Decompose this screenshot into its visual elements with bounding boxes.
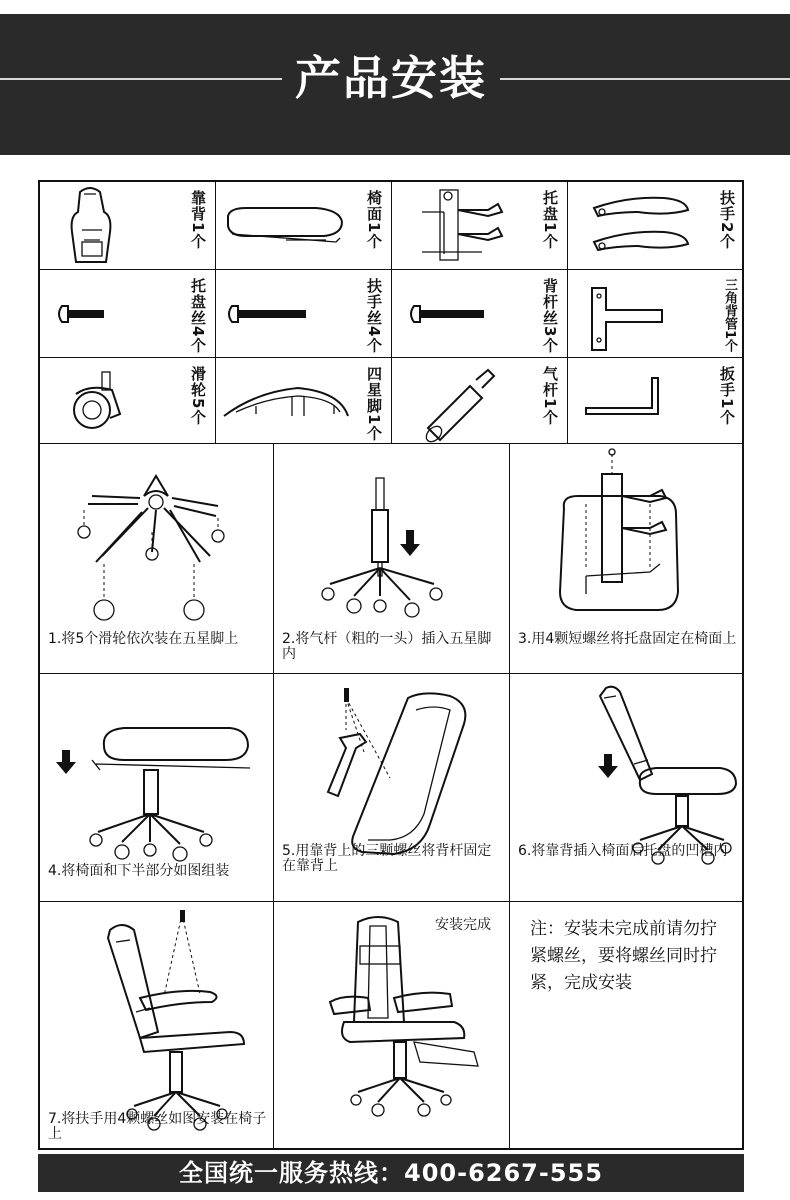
step-2-text: 2.将气杆（粗的一头）插入五星脚内 xyxy=(282,631,492,662)
part-label: 四星脚1个 xyxy=(365,366,383,442)
header-rule-right xyxy=(500,78,790,80)
completed-cell xyxy=(274,902,510,1150)
part-label: 气杆1个 xyxy=(541,366,559,426)
part-label: 靠背1个 xyxy=(189,190,207,250)
part-cell-seat xyxy=(216,182,392,270)
step-1-text: 1.将5个滑轮依次装在五星脚上 xyxy=(48,631,239,647)
completed-label: 安装完成 xyxy=(435,917,491,933)
installation-note: 注：安装未完成前请勿拧紧螺丝，要将螺丝同时拧紧，完成安装 xyxy=(530,919,717,993)
installation-guide xyxy=(38,180,744,1150)
step-cell-5 xyxy=(274,674,510,902)
step-cell-7 xyxy=(40,902,274,1150)
note-cell xyxy=(510,902,744,1150)
completed-chair-illustration xyxy=(274,902,510,1150)
part-label: 三角背管1个 xyxy=(722,278,737,353)
part-cell-armrest-screw xyxy=(216,270,392,358)
part-cell-tray xyxy=(392,182,568,270)
top-margin xyxy=(0,0,790,14)
part-cell-star-base xyxy=(216,358,392,444)
step-6-text: 6.将靠背插入椅面后托盘的凹槽内 xyxy=(518,843,728,859)
part-label: 背杆丝3个 xyxy=(541,278,559,354)
part-label: 滑轮5个 xyxy=(189,366,207,426)
part-label: 椅面1个 xyxy=(365,190,383,250)
part-cell-triangle-tube xyxy=(568,270,744,358)
section-header xyxy=(0,14,790,155)
page-title: 产品安装 xyxy=(295,51,487,105)
part-cell-wrench xyxy=(568,358,744,444)
part-cell-backrest xyxy=(40,182,216,270)
step-6-illustration xyxy=(510,674,744,902)
step-4-text: 4.将椅面和下半部分如图组装 xyxy=(48,863,230,879)
part-label: 扶手2个 xyxy=(718,190,736,250)
step-cell-6 xyxy=(510,674,744,902)
step-cell-3 xyxy=(510,444,744,674)
service-hotline: 全国统一服务热线：400-6267-555 xyxy=(38,1154,744,1192)
part-cell-back-bar-screw xyxy=(392,270,568,358)
triangle-back-tube-icon xyxy=(568,270,744,358)
step-3-text: 3.用4颗短螺丝将托盘固定在椅面上 xyxy=(518,631,737,647)
part-cell-gas-lift xyxy=(392,358,568,444)
step-cell-2 xyxy=(274,444,510,674)
step-7-text: 7.将扶手用4颗螺丝如图安装在椅子上 xyxy=(48,1111,267,1142)
header-rule-left xyxy=(0,78,282,80)
step-cell-1 xyxy=(40,444,274,674)
part-label: 扶手丝4个 xyxy=(365,278,383,354)
part-cell-caster xyxy=(40,358,216,444)
part-label: 扳手1个 xyxy=(718,366,736,426)
step-5-text: 5.用靠背上的三颗螺丝将背杆固定在靠背上 xyxy=(282,843,492,874)
step-cell-4 xyxy=(40,674,274,902)
part-cell-tray-screw xyxy=(40,270,216,358)
part-cell-armrest xyxy=(568,182,744,270)
part-label: 托盘丝4个 xyxy=(189,278,207,354)
part-label: 托盘1个 xyxy=(541,190,559,250)
